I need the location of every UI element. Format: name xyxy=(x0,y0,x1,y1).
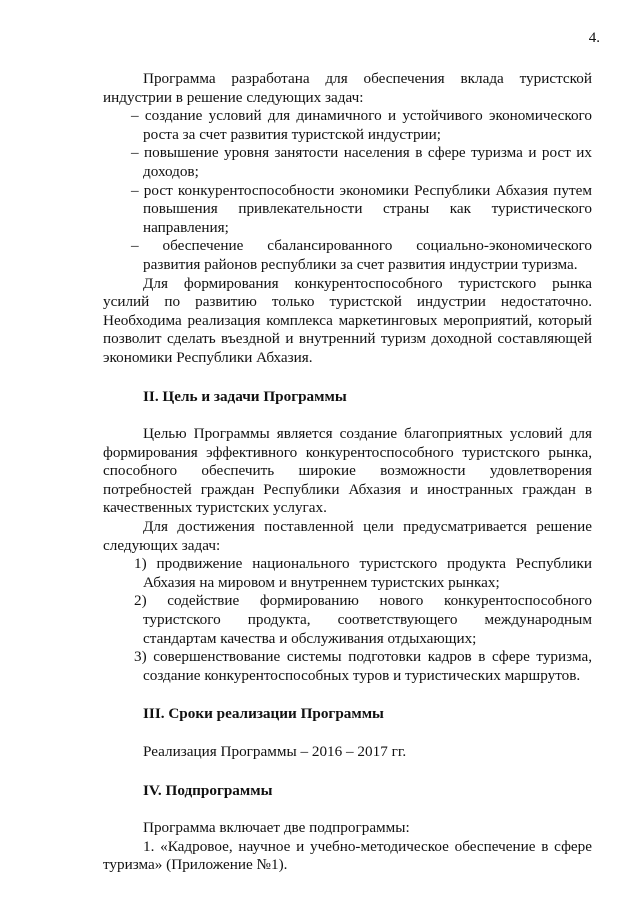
intro-task-1: – создание условий для динамичного и устойчивого экономического роста за счет развития туристской индустрии; xyxy=(131,107,592,143)
intro-closing: Для формирования конкурентоспособного туристского рынка усилий по развитию только туристской индустрии недостаточно. Необходима реализация комплекса маркетинговых мероприятий, который позволит сделать въездной и внутренний туризм доходной составляющей экономики Республики Абхазия. xyxy=(103,274,592,366)
section-3-heading: III. Сроки реализации Программы xyxy=(143,705,384,723)
section-2-heading: II. Цель и задачи Программы xyxy=(143,387,347,405)
intro-task-2: – повышение уровня занятости населения в сфере туризма и рост их доходов; xyxy=(131,144,592,180)
page-number: 4. xyxy=(588,30,600,46)
section-2-task-3: 3) совершенствование системы подготовки кадров в сфере туризма, создание конкурентоспособных туров и туристических маршрутов. xyxy=(134,648,592,684)
section-2-task-1: 1) продвижение национального туристского продукта Республики Абхазия на мировом и внутреннем туристских рынках; xyxy=(134,555,592,591)
section-4-item-1: 1. «Кадровое, научное и учебно-методическое обеспечение в сфере туризма» (Приложение №1). xyxy=(103,837,592,874)
intro-task-4: – обеспечение сбалансированного социально-экономического развития районов республики за счет развития индустрии туризма. xyxy=(131,237,592,273)
section-4-heading: IV. Подпрограммы xyxy=(143,781,273,799)
section-2-lead: Для достижения поставленной цели предусматривается решение следующих задач: xyxy=(103,518,592,554)
section-4-lead: Программа включает две подпрограммы: xyxy=(143,819,410,837)
section-3-text: Реализация Программы – 2016 – 2017 гг. xyxy=(143,743,407,760)
section-2-goal: Целью Программы является создание благоприятных условий для формирования эффективного конкурентоспособного туристского рынка, способного обеспечить широкие возможности удовлетворения потребностей граждан Республики Абхазия и иностранных граждан в качественных туристских услугах. xyxy=(103,425,592,517)
intro-lead: Программа разработана для обеспечения вклада туристской индустрии в решение следующих задач: xyxy=(103,70,592,106)
section-2-task-2: 2) содействие формированию нового конкурентоспособного туристского продукта, соответствующего международным стандартам качества и обслуживания отдыхающих; xyxy=(134,592,592,647)
document-body xyxy=(103,70,592,875)
intro-task-3: – рост конкурентоспособности экономики Республики Абхазия путем повышения привлекательности страны как туристического направления; xyxy=(131,181,592,236)
